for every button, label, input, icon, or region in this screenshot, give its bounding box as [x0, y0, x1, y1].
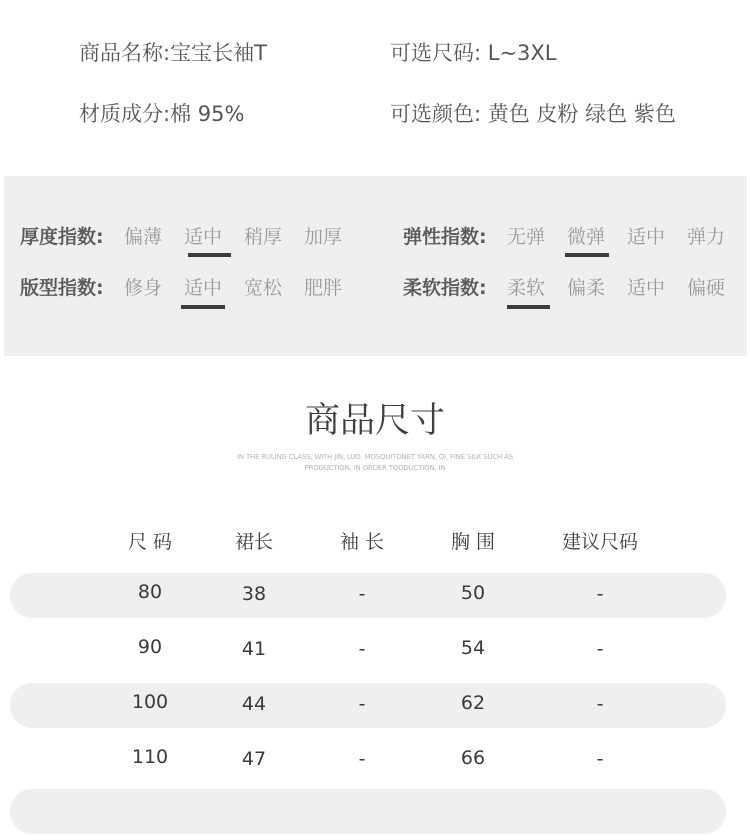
product-name: 商品名称:宝宝长袖T [79, 41, 267, 65]
attribute-panel [4, 176, 747, 356]
thickness-label: 厚度指数: [20, 226, 104, 248]
table-cell-size: 110 [131, 746, 169, 768]
table-header-chest: 胸 围 [450, 531, 496, 553]
elasticity-label: 弹性指数: [403, 226, 487, 248]
thickness-option-thin: 偏薄 [124, 226, 163, 248]
softness-option-hard: 偏硬 [687, 277, 726, 299]
softness-option-fairly-soft: 偏柔 [567, 277, 606, 299]
available-sizes: 可选尺码: L~3XL [390, 41, 557, 65]
table-cell-sleeve: - [358, 583, 366, 605]
thickness-option-extra-thick: 加厚 [304, 226, 343, 248]
fit-option-regular: 适中 [184, 277, 223, 299]
table-cell-recommended: - [596, 583, 604, 605]
thickness-option-thick: 稍厚 [244, 226, 283, 248]
size-section-subtitle-line1: IN THE RULING CLASS, WITH JIN, LUO, MOSQUITONET YARN, QI, FINE SILK SUCH AS [237, 453, 513, 461]
table-cell-sleeve: - [358, 693, 366, 715]
softness-option-medium: 适中 [627, 277, 666, 299]
size-section-subtitle-line2: PRODUCTION, IN ORDER TOODUCTION, IN [304, 464, 446, 472]
table-cell-recommended: - [596, 748, 604, 770]
table-cell-size: 90 [137, 636, 163, 658]
available-colors: 可选颜色: 黄色 皮粉 绿色 紫色 [390, 102, 676, 126]
fit-option-oversize: 肥胖 [304, 277, 343, 299]
softness-selected-underline [507, 305, 550, 309]
table-header-length: 裙长 [234, 531, 273, 553]
table-cell-length: 44 [241, 693, 267, 715]
size-section-title: 商品尺寸 [304, 401, 445, 441]
table-cell-length: 38 [241, 583, 267, 605]
fit-option-slim: 修身 [124, 277, 163, 299]
elasticity-option-stretch: 弹力 [687, 226, 726, 248]
table-header-recommended: 建议尺码 [561, 531, 638, 553]
table-cell-chest: 62 [460, 692, 486, 714]
fit-label: 版型指数: [20, 277, 104, 299]
elasticity-selected-underline [565, 253, 609, 257]
elasticity-option-slight: 微弹 [567, 226, 606, 248]
table-cell-length: 47 [241, 748, 267, 770]
elasticity-option-none: 无弹 [507, 226, 546, 248]
table-cell-recommended: - [596, 693, 604, 715]
table-cell-sleeve: - [358, 638, 366, 660]
table-row-stripe-empty [10, 789, 726, 834]
table-header-size: 尺 码 [127, 531, 173, 553]
table-header-sleeve: 袖 长 [339, 531, 385, 553]
table-cell-chest: 54 [460, 637, 486, 659]
size-section-subtitle [230, 452, 520, 474]
product-material: 材质成分:棉 95% [79, 102, 245, 126]
table-cell-size: 80 [137, 581, 163, 603]
thickness-option-medium: 适中 [184, 226, 223, 248]
table-cell-recommended: - [596, 638, 604, 660]
table-cell-chest: 50 [460, 582, 486, 604]
thickness-selected-underline [188, 253, 231, 257]
table-cell-sleeve: - [358, 748, 366, 770]
fit-option-loose: 宽松 [244, 277, 283, 299]
table-cell-length: 41 [241, 638, 267, 660]
softness-option-soft: 柔软 [507, 277, 546, 299]
table-cell-chest: 66 [460, 747, 486, 769]
table-cell-size: 100 [131, 691, 169, 713]
softness-label: 柔软指数: [403, 277, 487, 299]
elasticity-option-medium: 适中 [627, 226, 666, 248]
fit-selected-underline [181, 305, 225, 309]
